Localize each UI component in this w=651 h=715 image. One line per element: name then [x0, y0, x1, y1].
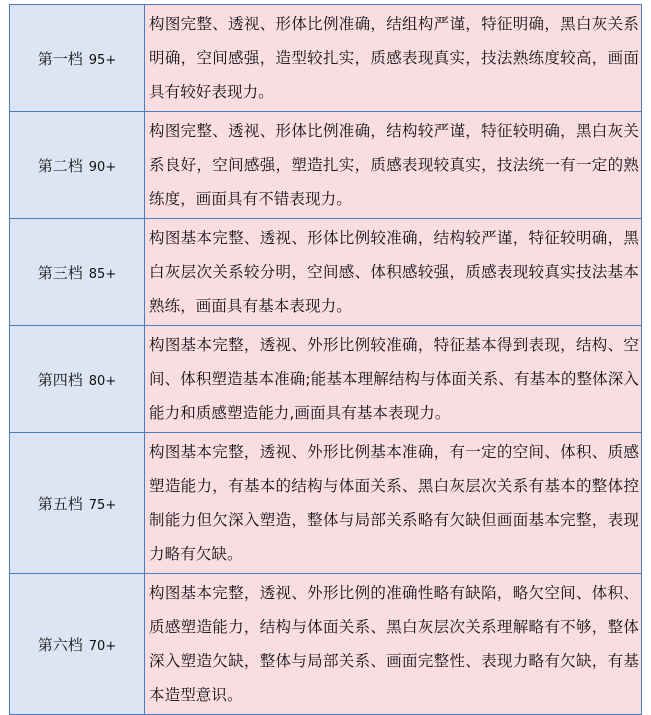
- grade-score: 90+: [88, 159, 117, 175]
- grade-level-name: 第六档: [37, 635, 83, 654]
- grading-table: [9, 4, 642, 715]
- grade-level-cell: [10, 326, 145, 433]
- grade-level-name: 第二档: [37, 156, 83, 175]
- grade-level-cell: [10, 5, 145, 112]
- grade-score: 75+: [88, 497, 117, 513]
- grade-score: 70+: [88, 638, 117, 654]
- grade-score: 95+: [88, 52, 117, 68]
- grade-description: 构图基本完整、透视、形体比例较准确，结构较严谨，特征较明确，黑白灰层次关系较分明，空间感、体积感较强，质感表现较真实技法基本熟练，画面具有基本表现力。: [145, 219, 642, 326]
- table-row: [10, 219, 642, 326]
- grade-description: 构图基本完整，透视、外形比例基本准确，有一定的空间、体积、质感塑造能力，有基本的结构与体面关系、黑白灰层次关系有基本的整体控制能力但欠深入塑造，整体与局部关系略有欠缺但画面基本完整，表现力略有欠缺。: [145, 433, 642, 574]
- grade-description: 构图完整、透视、形体比例准确，结组构严谨，特征明确，黑白灰关系明确，空间感强，造型较扎实，质感表现真实，技法熟练度较高，画面具有较好表现力。: [145, 5, 642, 112]
- grade-level-cell: [10, 112, 145, 219]
- grade-score: 85+: [88, 266, 117, 282]
- grade-description: 构图基本完整，透视、外形比例较准确，特征基本得到表现，结构、空间、体积塑造基本准确;能基本理解结构与体面关系、有基本的整体深入能力和质感塑造能力,画面具有基本表现力。: [145, 326, 642, 433]
- grade-description: 构图完整、透视、形体比例准确，结构较严谨，特征较明确，黑白灰关系良好，空间感强，塑造扎实，质感表现较真实，技法统一有一定的熟练度，画面具有不错表现力。: [145, 112, 642, 219]
- table-row: [10, 433, 642, 574]
- grade-level-name: 第一档: [37, 49, 83, 68]
- grade-level-cell: [10, 574, 145, 715]
- grade-level-cell: [10, 219, 145, 326]
- grade-score: 80+: [88, 373, 117, 389]
- grade-level-name: 第三档: [37, 263, 83, 282]
- grade-description: 构图基本完整，透视、外形比例的准确性略有缺陷，略欠空间、体积、质感塑造能力，结构与体面关系、黑白灰层次关系理解略有不够，整体深入塑造欠缺，整体与局部关系、画面完整性、表现力略有欠缺，有基本造型意识。: [145, 574, 642, 715]
- table-row: [10, 5, 642, 112]
- table-row: [10, 574, 642, 715]
- grade-level-name: 第四档: [37, 370, 83, 389]
- grade-level-cell: [10, 433, 145, 574]
- table-row: [10, 326, 642, 433]
- grade-level-name: 第五档: [37, 494, 83, 513]
- table-row: [10, 112, 642, 219]
